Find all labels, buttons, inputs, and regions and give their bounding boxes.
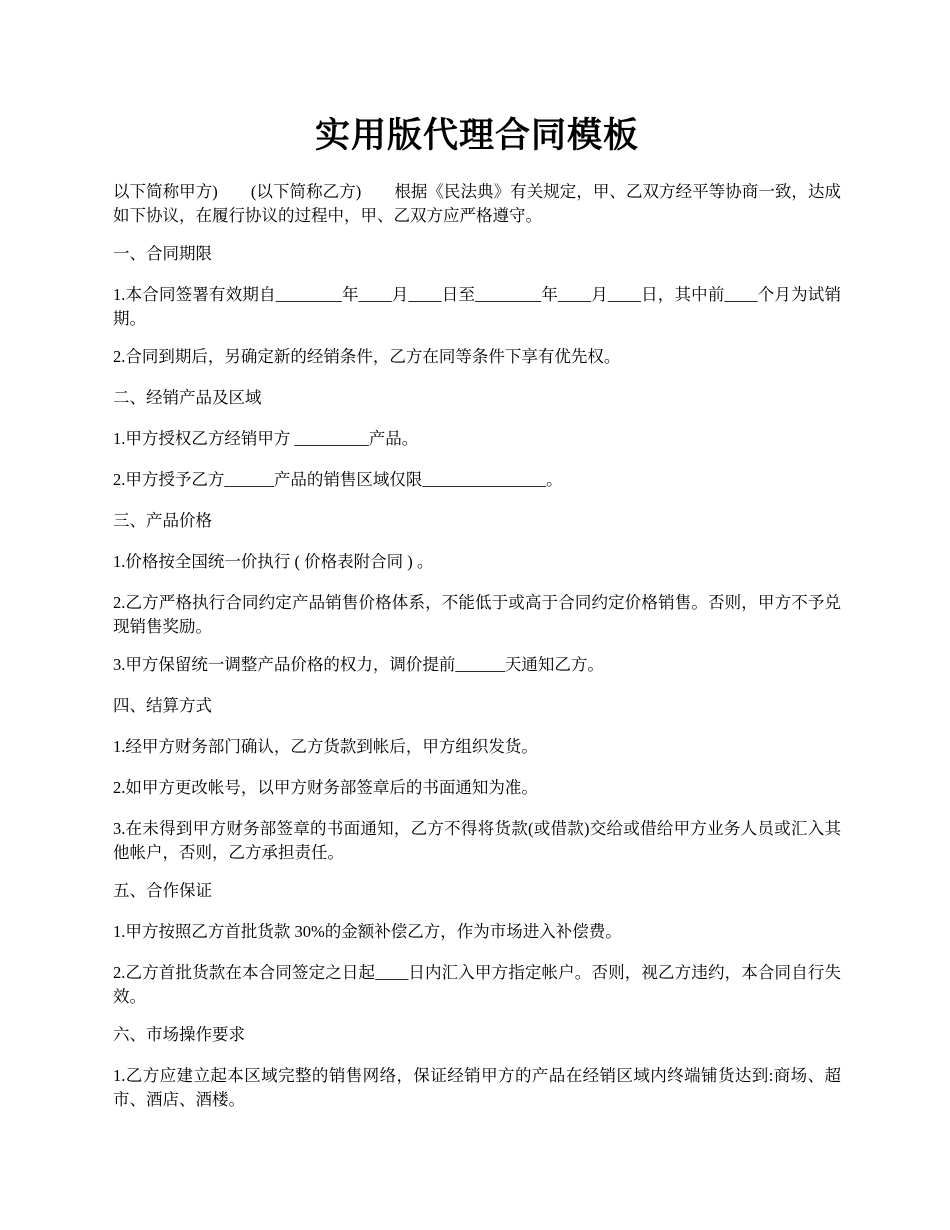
section-heading-guarantee: 五、合作保证 — [113, 881, 212, 900]
section-heading-products: 二、经销产品及区域 — [113, 388, 262, 407]
clause-guarantee-1: 1.甲方按照乙方首批货款 30%的金额补偿乙方，作为市场进入补偿费。 — [113, 922, 622, 941]
clause-products-1: 1.甲方授权乙方经销甲方 _________产品。 — [113, 429, 419, 448]
intro-paragraph: 以下简称甲方) (以下简称乙方) 根据《民法典》有关规定，甲、乙双方经平等协商一致，达成如下协议，在履行协议的过程中，甲、乙双方应严格遵守。 — [113, 182, 841, 225]
section-heading-market: 六、市场操作要求 — [113, 1025, 245, 1044]
section-heading-settlement: 四、结算方式 — [113, 696, 212, 715]
clause-settlement-1: 1.经甲方财务部门确认，乙方货款到帐后，甲方组织发货。 — [113, 737, 538, 756]
clause-guarantee-2: 2.乙方首批货款在本合同签定之日起____日内汇入甲方指定帐户。否则，视乙方违约，本合同自行失效。 — [113, 963, 841, 1006]
clause-market-1: 1.乙方应建立起本区域完整的销售网络，保证经销甲方的产品在经销区域内终端铺货达到:商场、超市、酒店、酒楼。 — [113, 1066, 841, 1109]
section-heading-term: 一、合同期限 — [113, 244, 212, 263]
clause-term-1: 1.本合同签署有效期自________年____月____日至________年____月____日，其中前____个月为试销期。 — [113, 285, 841, 328]
clause-price-2: 2.乙方严格执行合同约定产品销售价格体系，不能低于或高于合同约定价格销售。否则，甲方不予兑现销售奖励。 — [113, 593, 841, 636]
clause-price-1: 1.价格按全国统一价执行 ( 价格表附合同 ) 。 — [113, 552, 434, 571]
clause-term-2: 2.合同到期后，另确定新的经销条件，乙方在同等条件下享有优先权。 — [113, 347, 621, 366]
document-title: 实用版代理合同模板 — [314, 116, 639, 155]
clause-price-3: 3.甲方保留统一调整产品价格的权力，调价提前______天通知乙方。 — [113, 655, 604, 674]
clause-settlement-2: 2.如甲方更改帐号，以甲方财务部签章后的书面通知为准。 — [113, 778, 538, 797]
section-heading-price: 三、产品价格 — [113, 511, 212, 530]
clause-settlement-3: 3.在未得到甲方财务部签章的书面通知，乙方不得将货款(或借款)交给或借给甲方业务人员或汇入其他帐户，否则，乙方承担责任。 — [113, 819, 841, 862]
clause-products-2: 2.甲方授予乙方______产品的销售区域仅限_______________。 — [113, 470, 563, 489]
